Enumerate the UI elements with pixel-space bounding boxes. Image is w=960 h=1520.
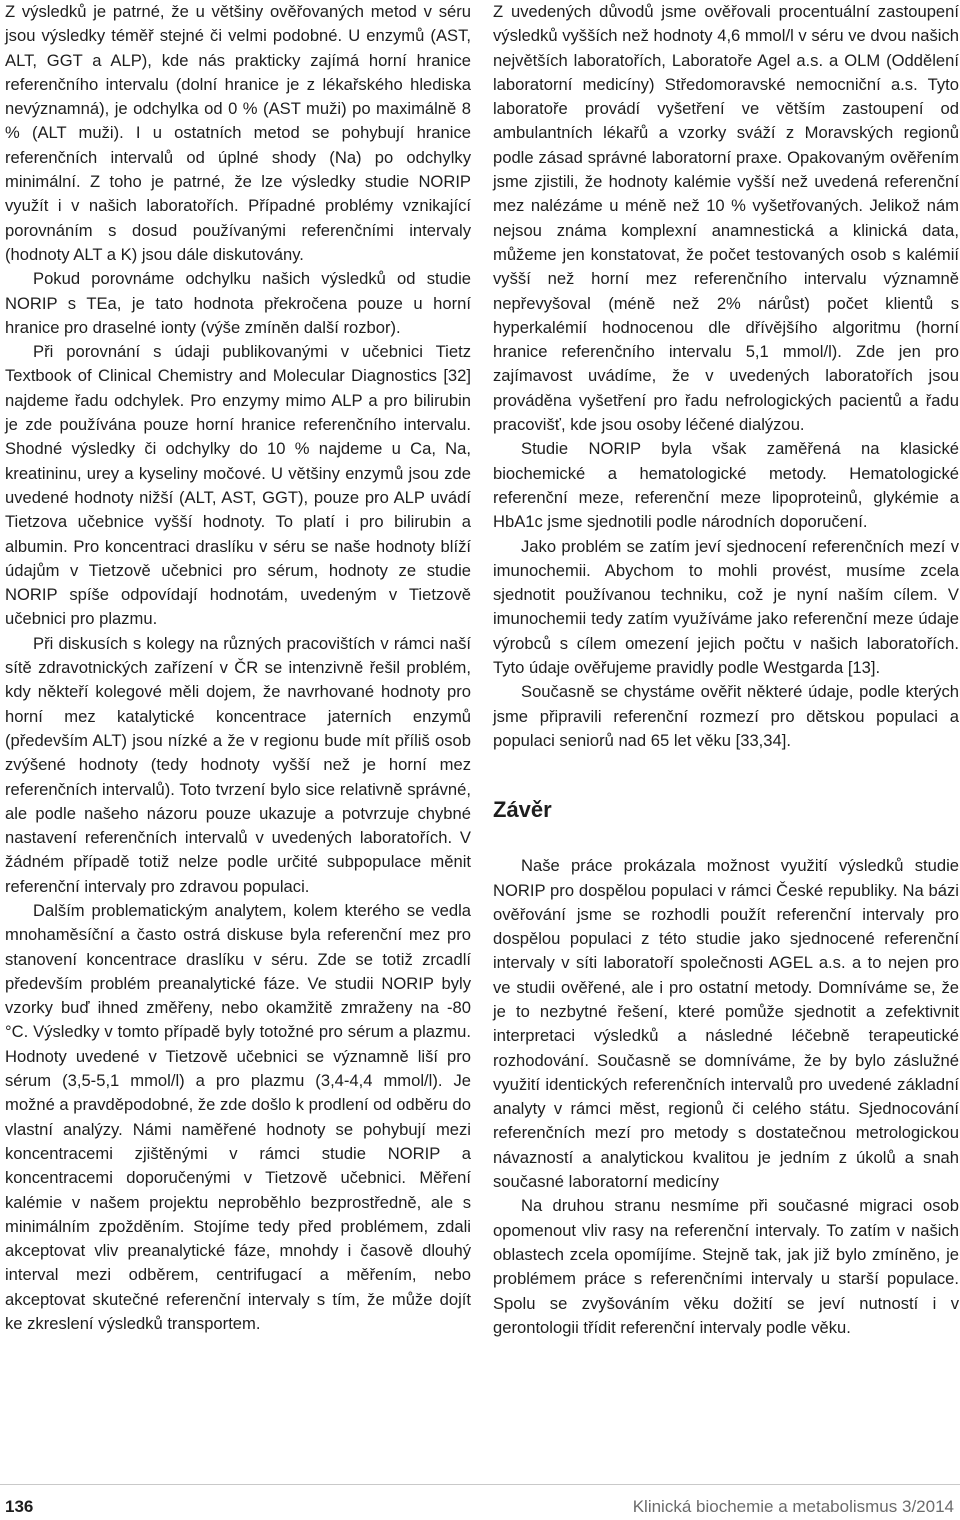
paragraph: Pokud porovnáme odchylku našich výsledků od studie NORIP s TEa, je tato hodnota překročena pouze u horní hranice pro draselné ionty (výše zmíněn další rozbor). xyxy=(5,269,471,337)
page-number: 136 xyxy=(5,1497,34,1516)
paragraph: Při diskusích s kolegy na různých pracovištích v rámci naší sítě zdravotnických zařízení v ČR se intenzivně řešil problém, kdy někteří kolegové měli dojem, že navrhované hodnoty pro horní mez katalytické koncentrace jaterních enzymů (především ALT) jsou nízké a že v regionu bude mít příliš osob zvýšené hodnoty (tedy hodnoty vyšší než je horní mez referenčních intervalů). Toto tvrzení bylo sice relativně správné, ale podle našeho názoru pouze ukazuje a potvrzuje chybné nastavení referenčních intervalů v uvedených laboratořích. V žádném případě totiž nelze podle určité subpopulace měnit referenční intervaly pro zdravou populaci. xyxy=(5,633,471,896)
paragraph: Dalším problematickým analytem, kolem kterého se vedla mnohaměsíční a často ostrá diskuse byla referenční mez pro stanovení koncentrace draslíku v séru. Zde se totiž zrcadlí především problém preanalytické fáze. Ve studii NORIP byly vzorky buď ihned změřeny, nebo okamžitě zmraženy na -80 °C. Výsledky v tomto případě byly totožné pro sérum a plazmu. Hodnoty uvedené v Tietzově učebnici se významně liší pro sérum (3,5-5,1 mmol/l) a pro plazmu (3,4-4,4 mmol/l). Je možné a pravděpodobné, že zde došlo k prodlení od odběru do vlastní analýzy. Námi naměřené hodnoty se pohybují mezi koncentracemi zjištěnými v rámci studie NORIP a koncentracemi doporučenými v Tietzově učebnici. Měření kalémie v našem projektu neproběhlo bezprostředně, ale s minimálním zpožděním. Stojíme tedy před problémem, zdali akceptovat vliv preanalytické fáze, mnohdy i časově dlouhý interval mezi odběrem, centrifugací a měřením, nebo akceptovat skutečné referenční intervaly s tím, že může dojít ke zkreslení výsledků transportem. xyxy=(5,900,471,1334)
footer-divider xyxy=(0,1484,960,1485)
journal-title: Klinická biochemie a metabolismus 3/2014 xyxy=(632,1497,954,1516)
paragraph: Současně se chystáme ověřit některé údaje, podle kterých jsme připravili referenční rozmezí pro dětskou populaci a populaci seniorů nad 65 let věku [33,34]. xyxy=(493,682,959,750)
right-column-top-text xyxy=(493,0,959,753)
paragraph: Na druhou stranu nesmíme při současné migraci osob opomenout vliv rasy na referenční intervaly. To zatím v našich oblastech zcela opomíjíme. Stejně tak, jak již bylo zmíněno, je problémem práce s referenčními intervaly u starší populace. Spolu se zvyšováním věku dožití se jeví nutností i v gerontologii třídit referenční intervaly podle věku. xyxy=(493,1196,959,1337)
paragraph: Z uvedených důvodů jsme ověřovali procentuální zastoupení výsledků vyšších než hodnoty 4,6 mmol/l v séru ve dvou našich největších laboratořích, Laboratoře Agel a.s. a OLM (Oddělení laboratorní medicíny) Středomoravské nemocniční a.s. Tyto laboratoře provádí vyšetření ve větším zastoupení od ambulantních lékařů a vzorky sváží z Moravských regionů podle zásad správné laboratorní praxe. Opakovaným ověřením jsme zjistili, že hodnoty kalémie vyšší než uvedená referenční mez nalézáme u méně než 10 % vyšetřovaných. Jelikož nám nejsou známa komplexní anamnestická a klinická data, můžeme jen konstatovat, že počet testovaných osob s kalémií vyšší než horní mez referenčního intervalu významně nepřevyšoval (méně než 2% nárůst) počet klientů s hyperkalémií hodnocenou dle dřívějšího algoritmu (horní hranice referenčního intervalu 5,1 mmol/l). Zde jen pro zajímavost uvádíme, že v uvedených laboratořích jsou prováděna vyšetření pro řadu nefrologických pacientů a řadu pracovišť, kde jsou osoby léčené dialýzou. xyxy=(493,2,959,435)
paragraph: Studie NORIP byla však zaměřená na klasické biochemické a hematologické metody. Hematologické referenční meze, referenční meze lipoproteinů, glykémie a HbA1c jsme sjednotili podle národních doporučení. xyxy=(493,439,959,532)
section-heading-zaver: Závěr xyxy=(493,797,552,823)
left-column xyxy=(5,0,471,1336)
paragraph: Jako problém se zatím jeví sjednocení referenčních mezí v imunochemii. Abychom to mohli provést, musíme zcela sjednotit používanou techniku, což je nyní naším cílem. V imunochemii tedy zatím využíváme jako referenční meze údaje výrobců s cílem omezení jejich počtu v našich laboratořích. Tyto údaje ověřujeme pravidly podle Westgarda [13]. xyxy=(493,536,959,678)
right-column-bottom-text xyxy=(493,854,959,1340)
paragraph: Naše práce prokázala možnost využití výsledků studie NORIP pro dospělou populaci v rámci České republiky. Na bázi ověřování jsme se rozhodli použít referenční intervaly pro dospělou populaci z této studie jako sjednocené referenční intervaly v síti laboratoří společnosti AGEL a.s. a to nejen pro ve studii ověřené, ale i pro ostatní metody. Domníváme se, že je to nezbytné řešení, které pomůže sjednotit a zefektivnit interpretaci výsledků a následné léčebně terapeutické rozhodování. Současně se domníváme, že by bylo záslužné využití identických referenčních intervalů pro uvedené základní analyty v rámci měst, regionů či celého státu. Sjednocování referenčních mezí pro metody s dostatečnou metrologickou návazností a analytickou kvalitou je jedním z úkolů a snah současné laboratorní medicíny xyxy=(493,856,959,1192)
right-column xyxy=(493,0,959,1340)
paragraph: Z výsledků je patrné, že u většiny ověřovaných metod v séru jsou výsledky téměř stejné či velmi podobné. U enzymů (AST, ALT, GGT a ALP), kde nás prakticky zajímá horní hranice referenčního intervalu (dolní hranice je z lékařského hlediska nevýznamná), je odchylka od 0 % (AST muži) po maximálně 8 % (ALT muži). I u ostatních metod se pohybují hranice referenčních intervalů od úplné shody (Na) po odchylky minimální. Z toho je patrné, že lze výsledky studie NORIP využít i v našich laboratořích. Případné problémy vznikající porovnáním s dosud používanými referenčními intervaly (hodnoty ALT a K) jsou dále diskutovány. xyxy=(5,2,471,264)
paragraph: Při porovnání s údaji publikovanými v učebnici Tietz Textbook of Clinical Chemistry and Molecular Diagnostics [32] najdeme řadu odchylek. Pro enzymy mimo ALP a pro bilirubin je zde používána pouze horní hranice referenčního intervalu. Shodné výsledky či odchylky do 10 % najdeme u Ca, Na, kreatininu, urey a kyseliny močové. U většiny enzymů jsou zde uvedené hodnoty nižší (ALT, AST, GGT), pouze pro ALP uvádí Tietzova učebnice vyšší hodnoty. To platí i pro bilirubin a albumin. Pro koncentraci draslíku v séru se naše hodnoty blíží údajům v Tietzově učebnici pro sérum, hodnoty ze studie NORIP spíše odpovídají hodnotám, uvedeným v Tietzově učebnici pro plazmu. xyxy=(5,342,471,629)
